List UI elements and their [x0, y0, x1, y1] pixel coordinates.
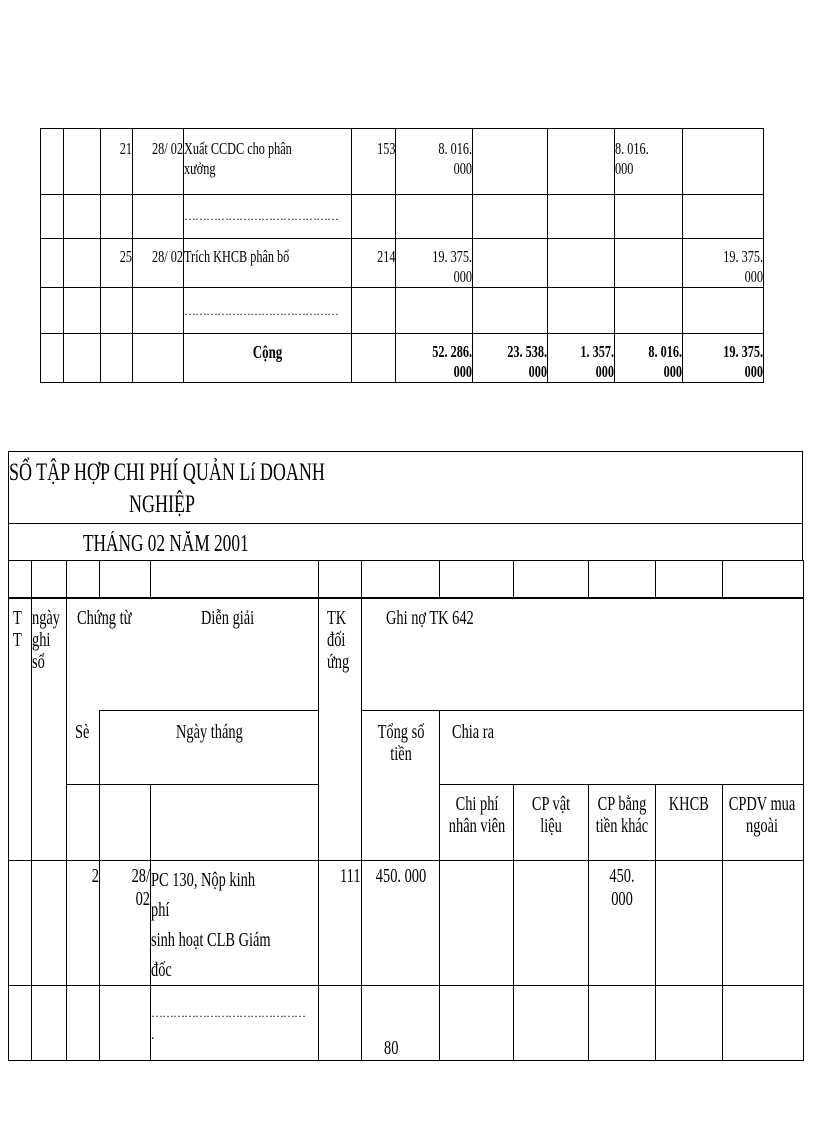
description: Trích KHCB phân bổ [184, 247, 290, 266]
table-row [9, 986, 804, 1061]
voucher-date: 28/ 02 [152, 139, 183, 158]
table-row [41, 288, 764, 334]
ledger-table [8, 560, 804, 1061]
header-khcb: KHCB [668, 793, 710, 815]
account-code: 214 [376, 247, 395, 266]
total-col4: 19. 375. 000 [723, 342, 763, 381]
total-label: Cộng [252, 342, 283, 362]
amount-col3: 8. 016. 000 [615, 139, 649, 178]
header-dien-giai: Diễn giải [201, 606, 255, 629]
voucher-date: 28/ 02 [152, 247, 183, 266]
ledger-title-line2: NGHIỆP [129, 491, 196, 518]
cp-bang-tien-amount: 450. 000 [609, 865, 635, 910]
account-code: 153 [376, 139, 395, 158]
total-amount: 450. 000 [375, 865, 426, 887]
dotted-line: …………………………………… [151, 1006, 305, 1020]
ledger-title: SỔ TẬP HỢP CHI PHÍ QUẢN Lí DOANH [9, 459, 325, 486]
total-col2: 1. 357. 000 [580, 342, 614, 381]
top-ledger-table [40, 128, 764, 383]
table-row [41, 239, 764, 288]
total-amount: 8. 016. 000 [438, 139, 472, 178]
header-cp-bang-tien: CP bằng tiền khác [595, 793, 649, 837]
description-line1: PC 130, Nộp kinh phí [151, 869, 256, 921]
dotted-line: …………………………………… [184, 209, 338, 223]
header-ngay-ghi-so: ngày ghi sổ [32, 606, 61, 673]
voucher-number: 2 [91, 865, 99, 887]
header-ghi-no: Ghi nợ TK 642 [386, 606, 474, 629]
header-tk-doi-ung: TK đối ứng [327, 606, 350, 673]
total-col1: 23. 538. 000 [507, 342, 547, 381]
ledger-period-box [8, 523, 803, 561]
header-so: Sè [75, 720, 90, 743]
dotted-line: …………………………………… [184, 304, 338, 318]
description-line2: sinh hoạt CLB Giám đốc [151, 929, 271, 981]
account-code: 111 [340, 865, 361, 887]
header-tt: T T [13, 606, 22, 651]
header-tong-so-tien: Tổng số tiền [377, 721, 424, 765]
header-chi-phi-nv: Chi phí nhân viên [448, 793, 506, 837]
dotted-line-end: . [151, 1028, 155, 1043]
ledger-title-box [8, 451, 803, 524]
header-ngay-thang: Ngày tháng [175, 721, 243, 743]
table-row [41, 129, 764, 195]
page-number: 80 [384, 1037, 399, 1059]
voucher-number: 21 [119, 139, 132, 158]
voucher-number: 25 [119, 247, 132, 266]
header-row [9, 598, 804, 711]
header-chia-ra: Chia ra [452, 721, 494, 743]
spacer-row [9, 561, 804, 598]
description: Xuất CCDC cho phân xưởng [184, 139, 292, 178]
total-amount: 52. 286. 000 [432, 342, 472, 381]
total-row [41, 334, 764, 383]
table-row [41, 195, 764, 239]
total-amount: 19. 375. 000 [432, 247, 472, 286]
table-row [9, 861, 804, 986]
ledger-period: THÁNG 02 NĂM 2001 [83, 531, 249, 557]
header-cpdv: CPDV mua ngoài [728, 793, 796, 837]
header-cp-vat-lieu: CP vật liệu [531, 793, 571, 837]
voucher-date: 28/ 02 [131, 865, 150, 910]
amount-col4: 19. 375. 000 [723, 247, 763, 286]
header-chung-tu: Chứng từ [77, 606, 132, 629]
total-col3: 8. 016. 000 [648, 342, 682, 381]
header-row [9, 711, 804, 785]
